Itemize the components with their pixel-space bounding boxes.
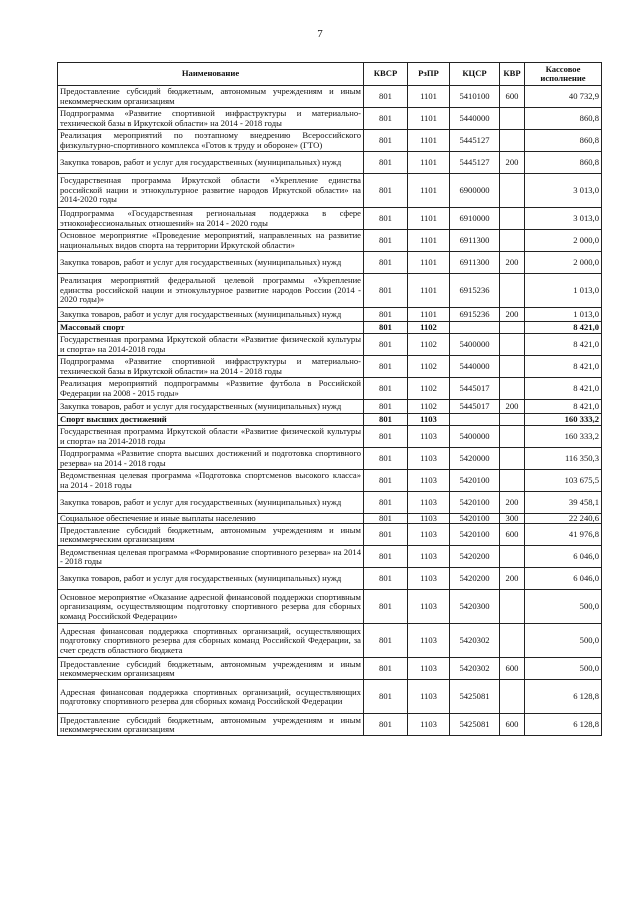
- row-kcsr: 5420000: [450, 448, 500, 470]
- row-kvsr: 801: [364, 356, 408, 378]
- table-row: [58, 108, 602, 130]
- row-kvsr: 801: [364, 108, 408, 130]
- row-cash: 103 675,5: [525, 470, 602, 492]
- row-name: Закупка товаров, работ и услуг для государственных (муниципальных) нужд: [58, 400, 364, 414]
- row-cash: 6 046,0: [525, 546, 602, 568]
- header-cash: Кассовое исполнение: [525, 63, 602, 86]
- row-kvr: 200: [500, 568, 525, 590]
- table-header-row: [58, 63, 602, 86]
- row-cash: 22 240,6: [525, 514, 602, 524]
- row-kvsr: 801: [364, 308, 408, 322]
- row-kvsr: 801: [364, 86, 408, 108]
- row-kvsr: 801: [364, 426, 408, 448]
- row-name: Подпрограмма «Развитие спортивной инфраструктуры и материально-технической базы в Иркутской области» на 2014 - 2018 годы: [58, 356, 364, 378]
- row-kvsr: 801: [364, 414, 408, 426]
- row-rzpr: 1101: [408, 252, 450, 274]
- row-kcsr: 5440000: [450, 108, 500, 130]
- row-rzpr: 1101: [408, 174, 450, 208]
- row-kcsr: 6915236: [450, 308, 500, 322]
- row-rzpr: 1101: [408, 308, 450, 322]
- row-kvr: [500, 414, 525, 426]
- row-name: Ведомственная целевая программа «Формирование спортивного резерва» на 2014 - 2018 годы: [58, 546, 364, 568]
- row-cash: 6 046,0: [525, 568, 602, 590]
- row-cash: 8 421,0: [525, 334, 602, 356]
- row-kcsr: 6915236: [450, 274, 500, 308]
- row-cash: 6 128,8: [525, 680, 602, 714]
- row-name: Массовый спорт: [58, 322, 364, 334]
- row-name: Закупка товаров, работ и услуг для государственных (муниципальных) нужд: [58, 492, 364, 514]
- table-row: [58, 680, 602, 714]
- table-row: [58, 356, 602, 378]
- row-cash: 3 013,0: [525, 174, 602, 208]
- row-kcsr: 5420200: [450, 546, 500, 568]
- row-rzpr: 1103: [408, 680, 450, 714]
- row-kvr: [500, 680, 525, 714]
- row-rzpr: 1101: [408, 130, 450, 152]
- row-cash: 860,8: [525, 108, 602, 130]
- table-row: [58, 590, 602, 624]
- row-rzpr: 1103: [408, 568, 450, 590]
- row-kvr: [500, 470, 525, 492]
- row-name: Реализация мероприятий подпрограммы «Развитие футбола в Российской Федерации на 2008 - 2015 годы»: [58, 378, 364, 400]
- row-rzpr: 1103: [408, 492, 450, 514]
- table-row: [58, 568, 602, 590]
- table-row: [58, 492, 602, 514]
- row-name: Реализация мероприятий федеральной целевой программы «Укрепление единства российской нации и этнокультурное развитие народов России (2014 - 2020 годы)»: [58, 274, 364, 308]
- table-row: [58, 546, 602, 568]
- table-row: [58, 322, 602, 334]
- row-kcsr: 5445127: [450, 130, 500, 152]
- row-name: Предоставление субсидий бюджетным, автономным учреждениям и иным некоммерческим организациям: [58, 658, 364, 680]
- row-name: Предоставление субсидий бюджетным, автономным учреждениям и иным некоммерческим организациям: [58, 524, 364, 546]
- row-kvr: [500, 230, 525, 252]
- row-cash: 8 421,0: [525, 400, 602, 414]
- row-cash: 500,0: [525, 590, 602, 624]
- row-name: Адресная финансовая поддержка спортивных организаций, осуществляющих подготовку спортивного резерва для сборных команд Российской Федерации, за счет средств областного бюджета: [58, 624, 364, 658]
- row-rzpr: 1103: [408, 470, 450, 492]
- row-kvr: [500, 334, 525, 356]
- row-rzpr: 1103: [408, 524, 450, 546]
- row-name: Основное мероприятие «Оказание адресной финансовой поддержки спортивным организациям, осуществляющим подготовку спортивного резерва для сборных команд Российской Федерации»: [58, 590, 364, 624]
- row-cash: 41 976,8: [525, 524, 602, 546]
- header-rzpr: РзПР: [408, 63, 450, 86]
- row-kcsr: 5420100: [450, 514, 500, 524]
- table-row: [58, 514, 602, 524]
- budget-execution-table: [57, 62, 602, 736]
- row-kvr: [500, 174, 525, 208]
- row-kvsr: 801: [364, 334, 408, 356]
- row-kcsr: 5445017: [450, 378, 500, 400]
- row-rzpr: 1101: [408, 86, 450, 108]
- table-row: [58, 230, 602, 252]
- row-rzpr: 1102: [408, 400, 450, 414]
- table-row: [58, 624, 602, 658]
- header-kvsr: КВСР: [364, 63, 408, 86]
- row-kcsr: [450, 322, 500, 334]
- row-kcsr: 5440000: [450, 356, 500, 378]
- row-rzpr: 1103: [408, 426, 450, 448]
- header-kcsr: КЦСР: [450, 63, 500, 86]
- row-name: Социальное обеспечение и иные выплаты населению: [58, 514, 364, 524]
- row-kvr: [500, 322, 525, 334]
- row-rzpr: 1103: [408, 624, 450, 658]
- table-row: [58, 208, 602, 230]
- table-row: [58, 252, 602, 274]
- row-cash: 860,8: [525, 130, 602, 152]
- row-kvsr: 801: [364, 400, 408, 414]
- row-name: Реализация мероприятий по поэтапному внедрению Всероссийского физкультурно-спортивного комплекса «Готов к труду и обороне» (ГТО): [58, 130, 364, 152]
- row-cash: 8 421,0: [525, 322, 602, 334]
- row-kcsr: 5420100: [450, 524, 500, 546]
- row-cash: 3 013,0: [525, 208, 602, 230]
- row-cash: 2 000,0: [525, 252, 602, 274]
- row-cash: 2 000,0: [525, 230, 602, 252]
- row-kvsr: 801: [364, 252, 408, 274]
- row-cash: 160 333,2: [525, 426, 602, 448]
- row-name: Государственная программа Иркутской области «Развитие физической культуры и спорта» на 2014-2018 годы: [58, 426, 364, 448]
- row-kvr: 600: [500, 524, 525, 546]
- row-cash: 8 421,0: [525, 378, 602, 400]
- row-name: Закупка товаров, работ и услуг для государственных (муниципальных) нужд: [58, 568, 364, 590]
- table-row: [58, 400, 602, 414]
- row-kvsr: 801: [364, 680, 408, 714]
- row-kvsr: 801: [364, 590, 408, 624]
- row-kvsr: 801: [364, 274, 408, 308]
- row-kcsr: 5400000: [450, 334, 500, 356]
- table-row: [58, 714, 602, 736]
- row-name: Подпрограмма «Развитие спортивной инфраструктуры и материально-технической базы в Иркутской области» на 2014 - 2018 годы: [58, 108, 364, 130]
- row-name: Подпрограмма «Государственная региональная поддержка в сфере этноконфессиональных отношений» на 2014 - 2020 годы: [58, 208, 364, 230]
- row-kvr: [500, 208, 525, 230]
- row-rzpr: 1101: [408, 208, 450, 230]
- row-name: Адресная финансовая поддержка спортивных организаций, осуществляющих подготовку спортивного резерва для сборных команд Российской Федерации: [58, 680, 364, 714]
- row-rzpr: 1102: [408, 334, 450, 356]
- row-kvsr: 801: [364, 130, 408, 152]
- row-cash: 6 128,8: [525, 714, 602, 736]
- row-kvsr: 801: [364, 624, 408, 658]
- row-kvsr: 801: [364, 524, 408, 546]
- row-kcsr: 5425081: [450, 714, 500, 736]
- row-kvr: [500, 378, 525, 400]
- row-kcsr: 5420302: [450, 624, 500, 658]
- row-cash: 1 013,0: [525, 308, 602, 322]
- row-kvr: [500, 130, 525, 152]
- row-kcsr: 5445127: [450, 152, 500, 174]
- row-kvr: [500, 546, 525, 568]
- row-cash: 116 350,3: [525, 448, 602, 470]
- row-kvsr: 801: [364, 568, 408, 590]
- table-row: [58, 86, 602, 108]
- row-kvsr: 801: [364, 714, 408, 736]
- row-kvr: 200: [500, 308, 525, 322]
- row-rzpr: 1101: [408, 274, 450, 308]
- row-kvsr: 801: [364, 174, 408, 208]
- row-cash: 40 732,9: [525, 86, 602, 108]
- row-name: Подпрограмма «Развитие спорта высших достижений и подготовка спортивного резерва» на 2014 - 2018 годы: [58, 448, 364, 470]
- row-cash: 500,0: [525, 658, 602, 680]
- table-row: [58, 448, 602, 470]
- row-name: Предоставление субсидий бюджетным, автономным учреждениям и иным некоммерческим организациям: [58, 86, 364, 108]
- table-row: [58, 426, 602, 448]
- row-rzpr: 1102: [408, 322, 450, 334]
- row-kcsr: 6910000: [450, 208, 500, 230]
- row-kvr: 300: [500, 514, 525, 524]
- table-row: [58, 152, 602, 174]
- table-row: [58, 334, 602, 356]
- row-kcsr: 5410100: [450, 86, 500, 108]
- row-kcsr: 6911300: [450, 252, 500, 274]
- row-cash: 39 458,1: [525, 492, 602, 514]
- table-row: [58, 378, 602, 400]
- row-kcsr: [450, 414, 500, 426]
- row-kvsr: 801: [364, 208, 408, 230]
- row-kcsr: 5445017: [450, 400, 500, 414]
- row-kvsr: 801: [364, 492, 408, 514]
- row-kcsr: 6911300: [450, 230, 500, 252]
- row-kvr: 600: [500, 86, 525, 108]
- row-kcsr: 5420100: [450, 470, 500, 492]
- row-kvr: [500, 448, 525, 470]
- row-rzpr: 1102: [408, 378, 450, 400]
- row-kcsr: 5425081: [450, 680, 500, 714]
- row-rzpr: 1103: [408, 414, 450, 426]
- table-row: [58, 174, 602, 208]
- row-rzpr: 1103: [408, 590, 450, 624]
- row-name: Основное мероприятие «Проведение мероприятий, направленных на развитие национальных видов спорта на территории Иркутской области»: [58, 230, 364, 252]
- row-rzpr: 1101: [408, 108, 450, 130]
- row-kvsr: 801: [364, 514, 408, 524]
- row-rzpr: 1103: [408, 714, 450, 736]
- row-kcsr: 5420100: [450, 492, 500, 514]
- row-cash: 860,8: [525, 152, 602, 174]
- row-kvr: 600: [500, 658, 525, 680]
- row-cash: 160 333,2: [525, 414, 602, 426]
- row-kvsr: 801: [364, 378, 408, 400]
- row-kvsr: 801: [364, 152, 408, 174]
- row-kvr: [500, 108, 525, 130]
- row-kvsr: 801: [364, 546, 408, 568]
- row-kvr: [500, 426, 525, 448]
- row-kvr: [500, 274, 525, 308]
- row-name: Государственная программа Иркутской области «Развитие физической культуры и спорта» на 2014-2018 годы: [58, 334, 364, 356]
- table-body: [58, 86, 602, 736]
- row-name: Государственная программа Иркутской области «Укрепление единства российской нации и этнокультурное развитие народов Иркутской области» на 2014-2020 годы: [58, 174, 364, 208]
- row-kcsr: 6900000: [450, 174, 500, 208]
- row-name: Закупка товаров, работ и услуг для государственных (муниципальных) нужд: [58, 252, 364, 274]
- row-kvr: 200: [500, 152, 525, 174]
- row-rzpr: 1103: [408, 448, 450, 470]
- row-name: Закупка товаров, работ и услуг для государственных (муниципальных) нужд: [58, 308, 364, 322]
- row-kcsr: 5400000: [450, 426, 500, 448]
- row-name: Предоставление субсидий бюджетным, автономным учреждениям и иным некоммерческим организациям: [58, 714, 364, 736]
- row-kvr: 200: [500, 492, 525, 514]
- row-kvsr: 801: [364, 448, 408, 470]
- row-name: Ведомственная целевая программа «Подготовка спортсменов высокого класса» на 2014 - 2018 годы: [58, 470, 364, 492]
- row-rzpr: 1101: [408, 230, 450, 252]
- header-kvr: КВР: [500, 63, 525, 86]
- row-kvr: 600: [500, 714, 525, 736]
- row-kvsr: 801: [364, 470, 408, 492]
- row-kvr: [500, 590, 525, 624]
- row-kvr: 200: [500, 400, 525, 414]
- page-number: 7: [317, 28, 323, 40]
- row-kvsr: 801: [364, 322, 408, 334]
- row-kvr: [500, 356, 525, 378]
- table-row: [58, 308, 602, 322]
- row-cash: 8 421,0: [525, 356, 602, 378]
- table-row: [58, 658, 602, 680]
- row-kcsr: 5420200: [450, 568, 500, 590]
- row-rzpr: 1101: [408, 152, 450, 174]
- table-row: [58, 274, 602, 308]
- row-rzpr: 1103: [408, 514, 450, 524]
- row-cash: 500,0: [525, 624, 602, 658]
- row-name: Спорт высших достижений: [58, 414, 364, 426]
- row-kvr: 200: [500, 252, 525, 274]
- table-row: [58, 470, 602, 492]
- row-kvr: [500, 624, 525, 658]
- row-kvsr: 801: [364, 658, 408, 680]
- table-row: [58, 524, 602, 546]
- row-kvsr: 801: [364, 230, 408, 252]
- table-row: [58, 130, 602, 152]
- header-name: Наименование: [58, 63, 364, 86]
- row-cash: 1 013,0: [525, 274, 602, 308]
- row-kcsr: 5420300: [450, 590, 500, 624]
- row-rzpr: 1103: [408, 658, 450, 680]
- row-kcsr: 5420302: [450, 658, 500, 680]
- table-row: [58, 414, 602, 426]
- row-rzpr: 1103: [408, 546, 450, 568]
- row-rzpr: 1102: [408, 356, 450, 378]
- row-name: Закупка товаров, работ и услуг для государственных (муниципальных) нужд: [58, 152, 364, 174]
